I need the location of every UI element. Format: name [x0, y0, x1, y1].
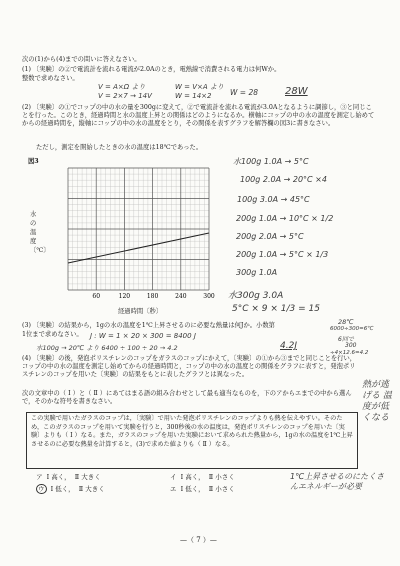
q4-paragraph2: 次の文章中の（ Ⅰ ）と（ Ⅱ ）にあてはまる語の組み合わせとして最も適当なものを，下のアからエまでの中から選んで，そのかな符号を書きなさい。	[22, 390, 352, 405]
q2-note: ただし，測定を開始したときの水の温度は18℃であった。	[36, 144, 203, 151]
q3-hand-side5: ÷4×12.6=4.2	[330, 350, 369, 356]
q3-hand-3: 4.2J	[280, 341, 297, 351]
hand-note-4: 200g 1.0A → 10°C × 1/2	[236, 214, 334, 223]
x-axis-label: 経過時間〔秒〕	[118, 308, 163, 315]
q3-hand-side1: 28℃	[338, 318, 354, 326]
option-a	[36, 472, 101, 481]
q3-line1: (3) 〔実験〕の結果から，1gの水の温度を1℃上昇させるのに必要な熱量は何Jか。小数第	[22, 322, 275, 329]
q4-hand-side: 熱が逃げる 温度が低くなる	[362, 380, 392, 423]
q3-hand-side4: 300	[345, 342, 357, 349]
page-number: —（ 7 ）—	[180, 536, 217, 544]
x-tick-label: 60	[92, 293, 101, 300]
y-axis-label: 水の温度〔℃〕	[30, 211, 50, 254]
x-tick-label: 120	[118, 293, 131, 300]
hand-note-7: 300g 1.0A	[236, 268, 278, 277]
q2-paragraph: (2) 〔実験〕の①でコップの中の水の量を300gに変えて，②で電流計を流れる電流が3.0Aとなるように調節し，③と同じことを行った。このとき，経過時間と水の温度上昇との関係はどのようになるか。横軸にコップの中の水の温度を測定し始めてからの経過時間を，縦軸にコップの中の水の温度をとり，その関係を表すグラフを解答欄の図3に書きなさい。	[22, 104, 375, 127]
q1-line1: (1) 〔実験〕の②で電流計を流れる電流が2.0Aのとき，電熱線で消費される電力は何Wか。	[22, 66, 281, 73]
option-mark: ア	[36, 473, 43, 481]
option-c	[36, 484, 105, 493]
q3-hand-1: J : W = 1 × 20 × 300 = 8400 J	[90, 332, 196, 340]
x-tick-label: 180	[146, 293, 159, 300]
q4-statement-box	[26, 412, 358, 469]
hand-note-2: 100g 2.0A → 20°C ×4	[240, 175, 327, 184]
option-mark: イ	[170, 473, 177, 481]
option-ii: Ⅱ 小さく	[208, 485, 235, 493]
figure-label: 図3	[28, 158, 39, 165]
option-d	[170, 484, 235, 493]
option-i: Ⅰ 高く，	[180, 473, 205, 481]
q1-hand-result: W = 28	[230, 88, 259, 97]
option-b	[170, 472, 235, 481]
q3-line2: 1位まで求めなさい。	[22, 331, 83, 338]
figure3-graph	[46, 160, 216, 310]
option-i: Ⅰ 高く，	[46, 473, 71, 481]
q1-hand-formula1: V = A×Ω より	[98, 83, 146, 91]
option-mark: エ	[170, 485, 177, 493]
hand-note-3: 100g 3.0A → 45°C	[237, 195, 310, 204]
x-tick-label: 240	[175, 293, 187, 300]
option-ii: Ⅱ 大きく	[74, 473, 101, 481]
intro-text: 次の(1)から(4)までの問いに答えなさい。	[22, 56, 141, 63]
option-i: Ⅰ 低く，	[50, 485, 75, 493]
q1-hand-formula2: W = V×A より	[175, 83, 224, 91]
q4-paragraph: (4) 〔実験〕の後，発泡ポリスチレンのコップをガラスのコップにかえて，〔実験〕の①から③までと同じことを行い，コップの中の水の温度を測定し始めてからの経過時間と，コップの中の水の温度との関係をグラフに表すと，発泡ポリスチレンのコップを用いた〔実験〕の結果をもとに表したグラフとは異なった。	[22, 355, 357, 378]
x-ticks	[92, 293, 215, 300]
q4-hand-side2: 1℃上昇させるのにたくさんエネルギーが必要	[290, 472, 385, 491]
q1-hand-calc2: W = 14×2	[175, 92, 212, 100]
hand-note-1: 水100g 1.0A → 5°C	[233, 157, 309, 166]
q4-box-text: この実験で用いたガラスのコップは，〔実験〕で用いた発泡ポリスチレンのコップよりも熱を伝えやすい。そのため，このガラスのコップを用いて実験を行うと，300秒後の水の温度は，発泡ポリスチレンのコップを用いた〔実験〕よりも（ Ⅰ ）なる。また，ガラスのコップを用いた実験において求められた熱量から，1gの水の温度を1℃上昇させるのに必要な熱量を計算すると，(3)で求めた値よりも（ Ⅱ ）なる。	[31, 415, 353, 448]
hand-note-6: 200g 1.0A → 5°C × 1/3	[236, 250, 329, 259]
q1-hand-calc1: V = 2×7 → 14V	[98, 92, 152, 100]
q3-hand-side3: 6回で	[338, 336, 354, 343]
option-ii: Ⅱ 小さく	[208, 473, 235, 481]
hand-note-5: 200g 2.0A → 5°C	[236, 232, 304, 241]
x-tick-label: 300	[203, 293, 215, 300]
hand-note-9: 5°C × 9 × 1/3 = 15	[232, 304, 320, 314]
q3-hand-side2: 6000÷300=6℃	[330, 326, 374, 332]
q1-line2: 整数で求めなさい。	[22, 75, 79, 82]
q1-hand-answer: 28W	[285, 86, 308, 97]
option-mark: ウ	[38, 485, 45, 493]
hand-note-8: 水300g 3.0A	[228, 291, 284, 301]
option-ii: Ⅱ 大きく	[78, 485, 105, 493]
option-i: Ⅰ 低く，	[180, 485, 205, 493]
q3-hand-2: 水100g → 20℃ より 6400 ÷ 100 ÷ 20 → 4.2	[36, 344, 178, 352]
